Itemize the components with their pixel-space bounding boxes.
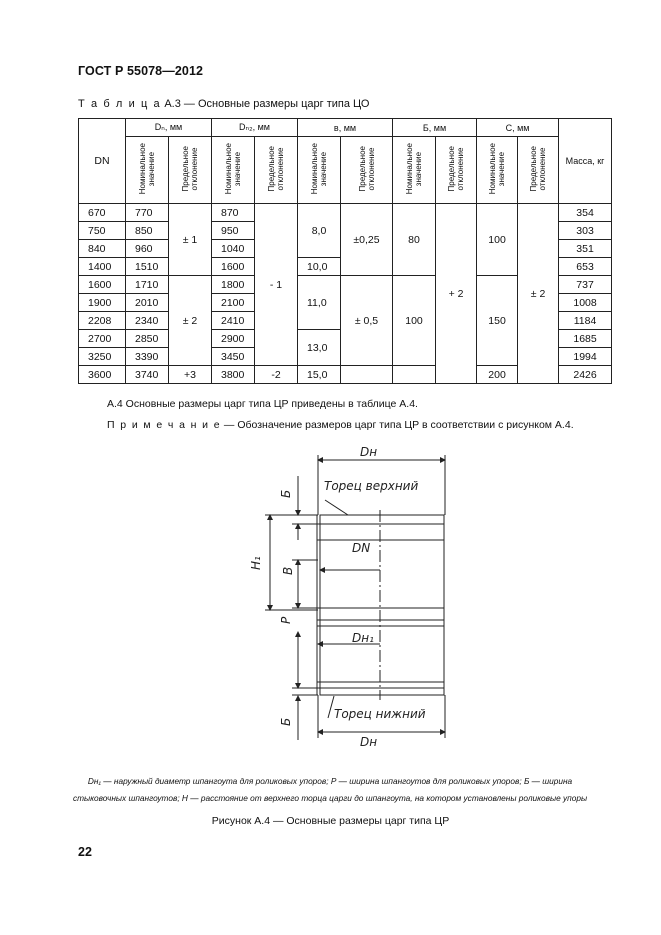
cell-v: 8,0 [298,204,341,258]
sub-header-deviation: Предельное отклонение [357,145,376,192]
sub-header-nominal: Номинальное значение [488,142,507,195]
cell-dn2-nominal: 1800 [212,276,255,294]
paragraph-a4: А.4 Основные размеры царг типа ЦР приведены в таблице А.4. [107,398,418,410]
label-v: В [281,566,295,575]
cell-b-deviation: + 2 [436,204,477,384]
cell-v: 15,0 [298,366,341,384]
cell-mass: 653 [559,258,612,276]
cell-b-nominal: 100 [393,276,436,366]
dimensions-table [78,118,612,384]
cell-mass: 1008 [559,294,612,312]
page-number: 22 [78,845,92,859]
cell-dn: 840 [79,240,126,258]
sub-header-deviation: Предельное отклонение [267,145,285,192]
cell-dn2-deviation: -2 [255,366,298,384]
legend-line: стыковочных шпангоутов; Н — расстояние от верхнего торца царги до шпангоута, на котором установлены роликовые упоры [72,793,588,803]
cell-dn2-nominal: 2900 [212,330,255,348]
cell-dn: 670 [79,204,126,222]
figure-legend [40,773,620,807]
cell-v-deviation: ± 0,5 [341,276,393,366]
label-p: Р [279,616,293,624]
cell-dn2-nominal: 3800 [212,366,255,384]
cell-mass: 351 [559,240,612,258]
cell-dn2-deviation: - 1 [255,204,298,366]
label-top-face: Торец верхний [324,479,419,493]
cell-dn: 3600 [79,366,126,384]
cell-dn-nominal: 1510 [126,258,169,276]
label-b-top: Б [279,489,293,498]
note-text: — Обозначение размеров царг типа ЦР в соответствии с рисунком А.4. [220,419,574,431]
cell-dn-nominal: 770 [126,204,169,222]
sub-header-nominal: Номинальное значение [405,142,424,195]
cell-c-nominal: 150 [477,276,518,366]
sub-header-nominal: Номинальное значение [138,142,156,195]
note-prefix: П р и м е ч а н и е [107,419,221,431]
col-group-b: Б, мм [393,119,477,137]
col-mass-header: Масса, кг [559,119,612,204]
cell-dn: 2700 [79,330,126,348]
cell-v: 10,0 [298,258,341,276]
label-dn-bottom: Dн [360,735,378,749]
cell-dn2-nominal: 2100 [212,294,255,312]
shell-drawing [230,440,470,770]
cell-mass: 1685 [559,330,612,348]
cell-dn-nominal: 1710 [126,276,169,294]
cell-dn: 1900 [79,294,126,312]
table-caption-prefix: Т а б л и ц а [78,98,162,110]
cell-dn-deviation: ± 2 [169,276,212,366]
cell-dn-nominal: 850 [126,222,169,240]
col-dn-header: DN [79,119,126,204]
label-h: Н₁ [249,556,263,570]
table-row [79,204,612,222]
cell-v: 13,0 [298,330,341,366]
cell-mass: 737 [559,276,612,294]
cell-dn-nominal: 3740 [126,366,169,384]
cell-dn: 750 [79,222,126,240]
cell-v-deviation: ±0,25 [341,204,393,276]
cell-dn-nominal: 3390 [126,348,169,366]
cell-dn: 1600 [79,276,126,294]
sub-header-nominal: Номинальное значение [224,142,242,195]
cell-dn-deviation: ± 1 [169,204,212,276]
cell-c-deviation: ± 2 [518,204,559,384]
cell-mass: 1994 [559,348,612,366]
col-group-dn2: Dₙ₂, мм [212,119,298,137]
sub-header-nominal: Номинальное значение [310,142,328,195]
cell-mass: 354 [559,204,612,222]
cell-c-nominal: 100 [477,204,518,276]
sub-header-deviation: Предельное отклонение [447,145,466,192]
cell-mass: 1184 [559,312,612,330]
cell-dn-nominal: 2850 [126,330,169,348]
label-dn-top: Dн [360,445,378,459]
cell-dn2-nominal: 870 [212,204,255,222]
cell-dn-nominal: 2340 [126,312,169,330]
cell-mass: 2426 [559,366,612,384]
document-header: ГОСТ Р 55078—2012 [78,64,204,78]
cell-c-nominal: 200 [477,366,518,384]
table-caption [78,98,369,110]
cell-b-nominal: 80 [393,204,436,276]
table-caption-text: А.3 — Основные размеры царг типа ЦО [164,98,370,110]
cell-dn: 1400 [79,258,126,276]
legend-line: Dн₁ — наружный диаметр шпангоута для роликовых упоров; Р — ширина шпангоутов для роликовых упоров; Б — ширина [87,776,573,786]
cell-dn: 3250 [79,348,126,366]
col-group-v: в, мм [298,119,393,137]
cell-dn2-nominal: 1600 [212,258,255,276]
sub-header-deviation: Предельное отклонение [529,145,548,192]
cell-dn2-nominal: 950 [212,222,255,240]
label-dn-center: DN [352,541,371,555]
shell-outline [320,515,444,695]
cell-dn2-nominal: 1040 [212,240,255,258]
note-paragraph [107,419,574,431]
cell-mass: 303 [559,222,612,240]
cell-dn: 2208 [79,312,126,330]
cell-dn-deviation: +3 [169,366,212,384]
label-b-bottom: Б [279,717,293,726]
sub-header-deviation: Предельное отклонение [181,145,199,192]
cell-dn-nominal: 960 [126,240,169,258]
col-group-c: С, мм [477,119,559,137]
cell-dn-nominal: 2010 [126,294,169,312]
label-dn1: Dн₁ [352,631,374,645]
cell-dn2-nominal: 2410 [212,312,255,330]
cell-dn2-nominal: 3450 [212,348,255,366]
cell-v: 11,0 [298,276,341,330]
figure-caption: Рисунок А.4 — Основные размеры царг типа ЦР [211,815,450,827]
col-group-dn: Dₙ, мм [126,119,212,137]
label-bottom-face: Торец нижний [334,707,426,721]
